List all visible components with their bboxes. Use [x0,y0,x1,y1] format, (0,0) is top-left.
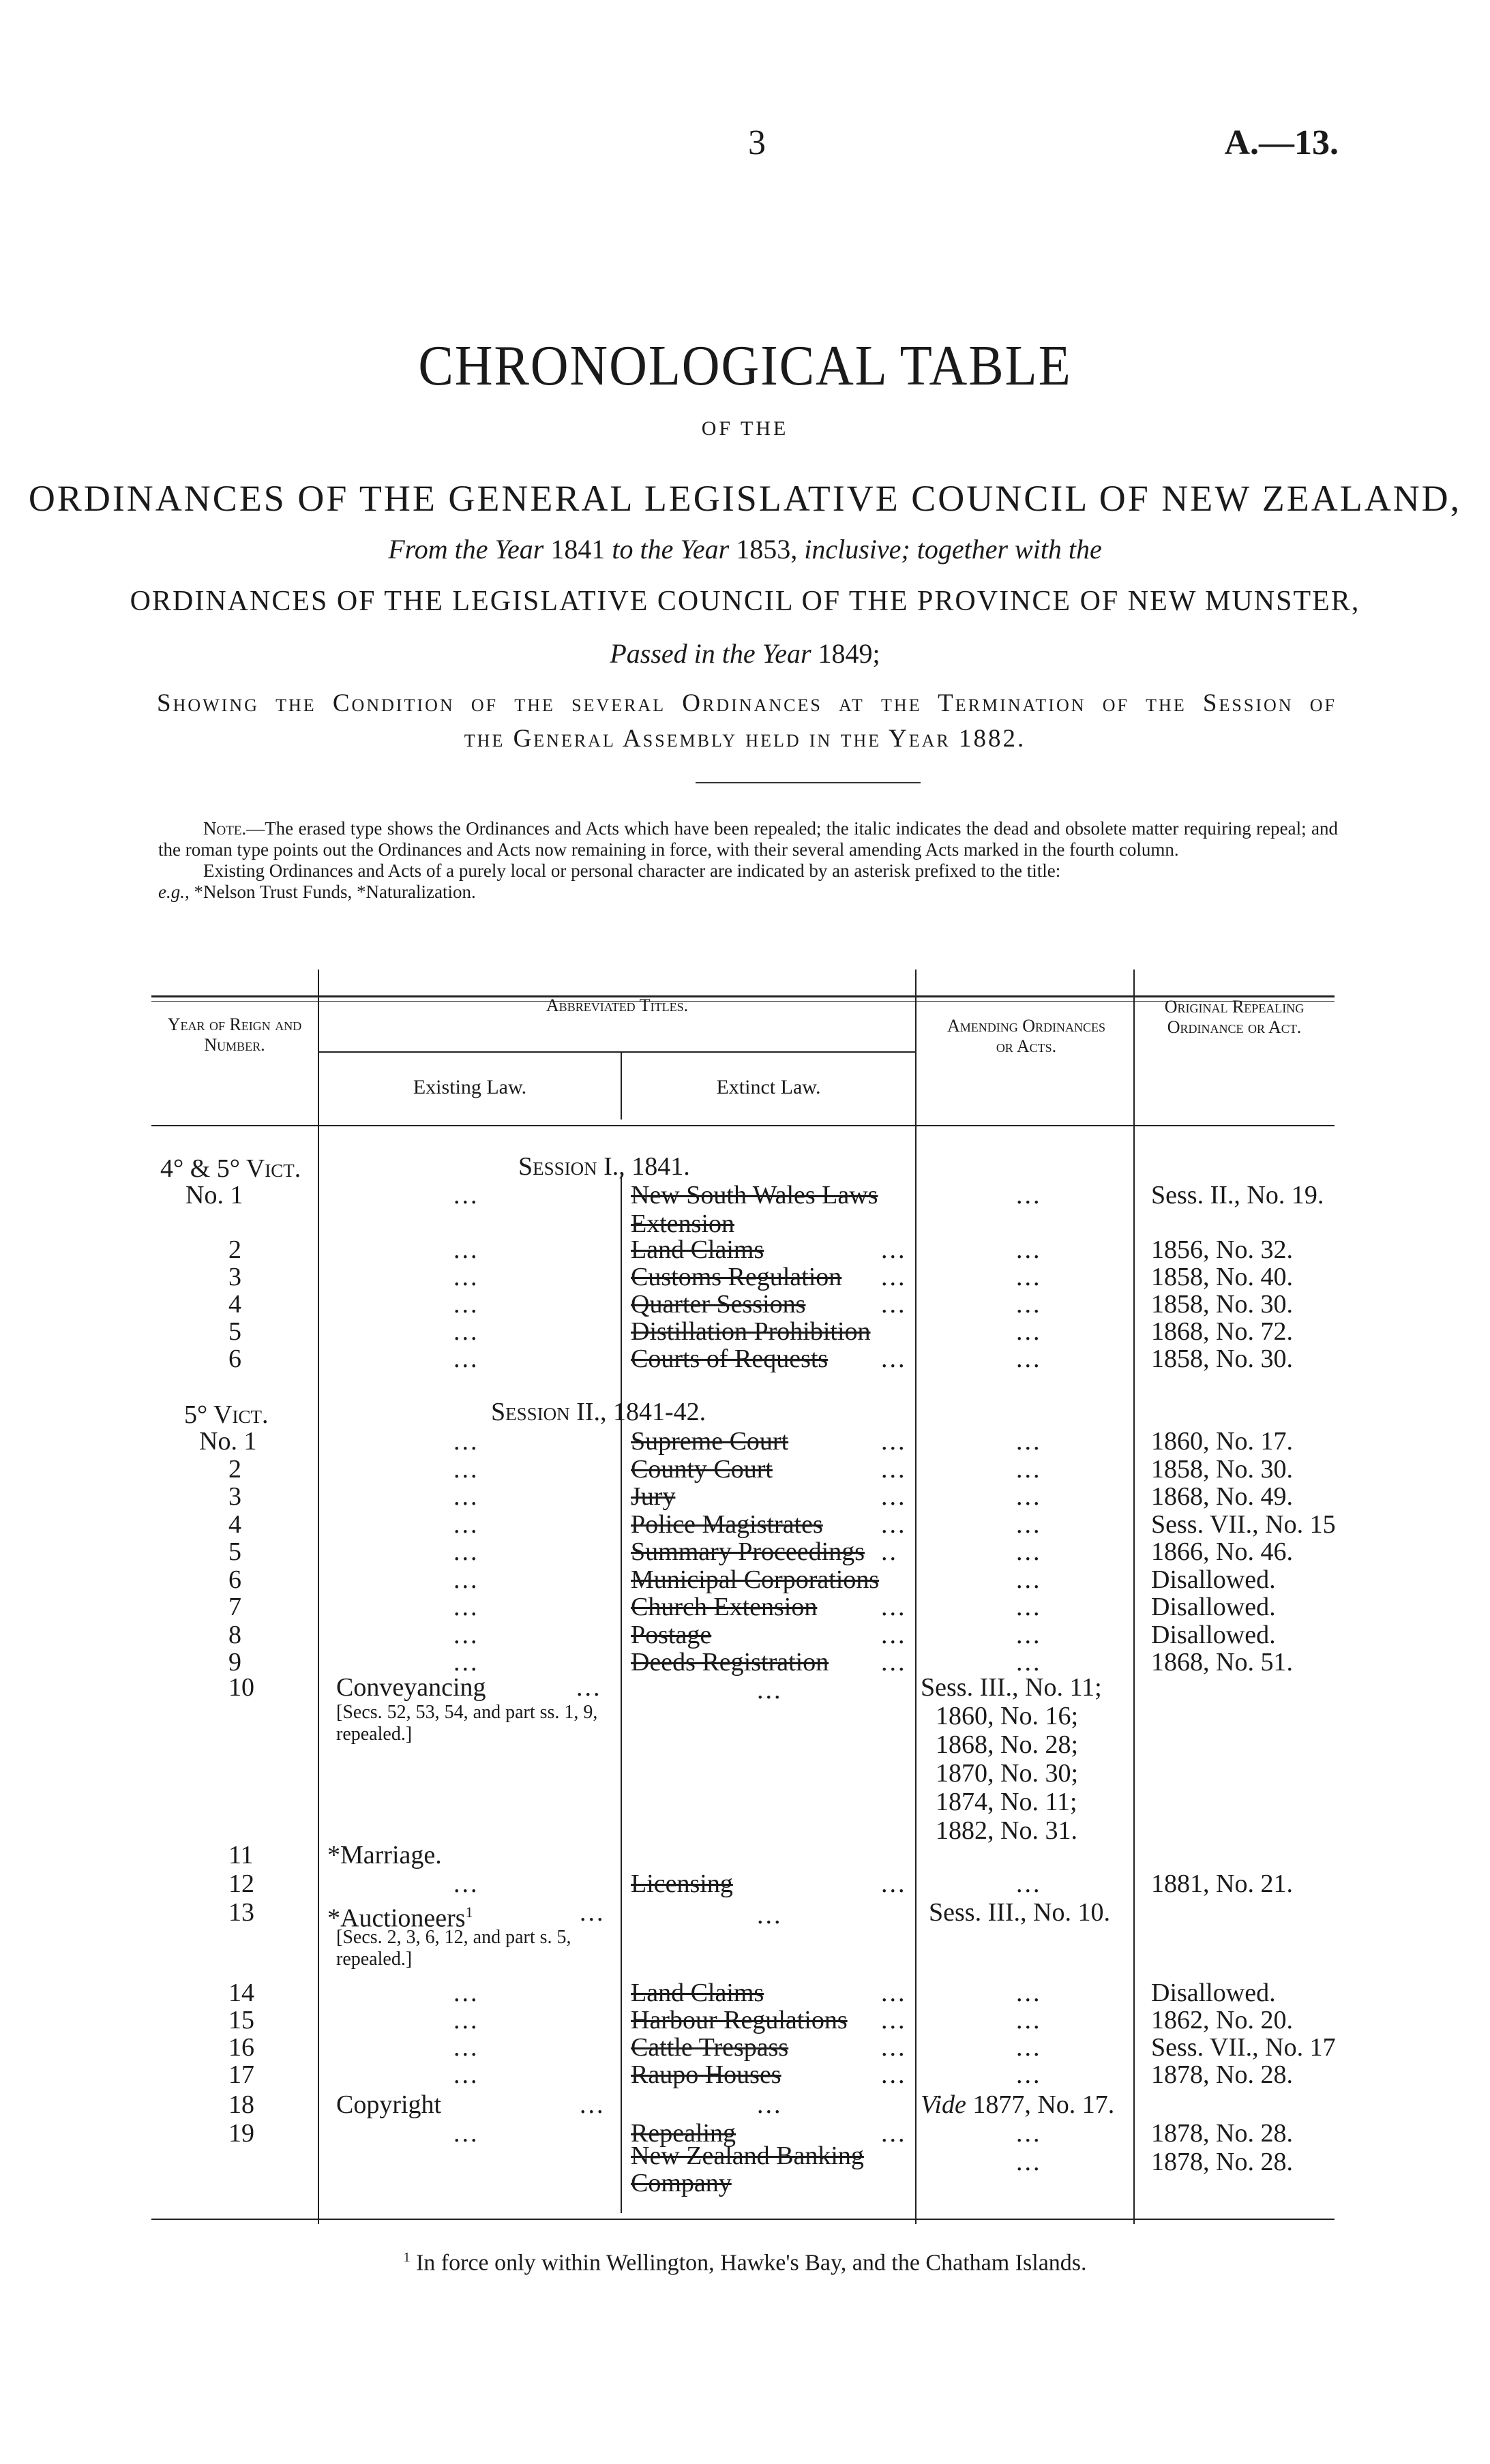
note-eg: e.g., [158,882,190,902]
session-heading: Session I., 1841. [518,1152,690,1181]
header-abbreviated-titles: Abbreviated Titles. [546,995,689,1015]
amending-placeholder: ... [1016,1565,1042,1594]
header-year-of-reign: Year of Reign and Number. [167,1015,302,1055]
extinct-title: Land Claims [631,1235,764,1264]
extinct-title: New Zealand Banking Company [631,2142,864,2197]
note-text-1: —The erased type shows the Ordinances and Acts which have been repealed; the italic indicates the dead and obsolete matter requiring repeal; and the roman type points out the Ordinances and Acts now remaining in force, with their several amending Acts marked in the fourth column. [158,818,1338,860]
footnote-mark: 1 [465,1904,473,1921]
extinct-leader-dots: ... [881,1454,907,1484]
amending-act: 1882, No. 31. [936,1816,1077,1845]
note-example: *Nelson Trust Funds, *Naturalization. [189,882,476,902]
amending-placeholder: ... [1016,1979,1042,2007]
extinct-title: Church Extension [631,1593,818,1621]
row-number: 7 [228,1593,241,1621]
row-number: 6 [228,1565,241,1594]
existing-placeholder: ... [453,1979,479,2007]
amending-placeholder: ... [1016,1509,1042,1539]
existing-placeholder: ... [453,1648,479,1677]
auctioneers-title: *Auctioneers [327,1904,466,1933]
row-number: 2 [228,1454,241,1484]
note-paragraph-2 [158,860,1338,882]
col-divider-2-s2 [621,1406,622,2213]
row-number: 12 [228,1869,254,1898]
extinct-leader-dots: ... [881,1979,907,2007]
existing-placeholder: ... [453,1537,479,1566]
from-year-2: 1853, [729,534,805,565]
repealing-act: 1856, No. 32. [1151,1235,1293,1264]
amending-placeholder: ... [1016,2119,1042,2148]
extinct-title: Licensing [631,1869,733,1898]
extinct-leader-dots: ... [881,1235,907,1264]
sheet-reference: A.—13. [1224,123,1339,162]
extinct-leader-dots: ... [881,1593,907,1621]
col-divider-4 [1133,970,1135,2224]
existing-title: Conveyancing [336,1673,486,1702]
table-bottom-rule [151,2219,1335,2220]
repealing-act: Sess. II., No. 19. [1151,1181,1324,1210]
header-existing-law: Existing Law. [413,1076,527,1098]
existing-leader-dots: ... [580,1898,606,1927]
amending-placeholder: ... [1016,1235,1042,1264]
repealing-act: 1866, No. 46. [1151,1537,1293,1566]
existing-placeholder: ... [453,1482,479,1511]
extinct-title: Cattle Trespass [631,2033,789,2062]
extinct-leader-dots: ... [881,1427,907,1456]
extinct-leader-dots: ... [881,2060,907,2089]
subtitle-passed [0,637,1490,670]
page-title: CHRONOLOGICAL TABLE [418,334,1072,397]
showing-line-1: Showing the Condition of the several Ordinances at the Termination of the Session of [157,689,1337,717]
repealing-act: 1862, No. 20. [1151,2006,1293,2034]
repealing-act: Disallowed. [1151,1620,1276,1649]
amending-act: 1874, No. 11; [936,1788,1077,1816]
row-number: 4 [228,1509,241,1539]
footnote [0,2250,1490,2276]
extinct-title: Land Claims [631,1979,764,2007]
existing-placeholder: ... [453,1593,479,1621]
note-paragraph-3 [158,882,1338,903]
extinct-title: Courts of Requests [631,1344,829,1373]
note-paragraph-1 [158,818,1338,860]
extinct-leader-dots: ... [881,1263,907,1291]
footnote-text: In force only within Wellington, Hawke's Bay, and the Chatham Islands. [410,2250,1087,2276]
existing-placeholder: ... [453,1427,479,1456]
amending-placeholder: ... [1016,2006,1042,2034]
showing-line-2: the General Assembly held in the Year 1882. [464,725,1026,753]
page-number: 3 [748,123,766,162]
repealing-act: 1858, No. 30. [1151,1344,1293,1373]
repealing-act: 1878, No. 28. [1151,2119,1293,2148]
amending-placeholder: ... [1016,1482,1042,1511]
from-text-2: to the Year [612,534,730,565]
amending-placeholder: ... [1016,1317,1042,1346]
amending-placeholder: ... [1016,1263,1042,1291]
note-text-2: Existing Ordinances and Acts of a purely local or personal character are indicated by an asterisk prefixed to the title: [203,860,1061,881]
title-divider [696,782,921,783]
extinct-title: Municipal Corporations [631,1565,880,1594]
from-text-3: inclusive; together with the [804,534,1102,565]
passed-year: 1849; [811,638,880,669]
repealing-act: Disallowed. [1151,1565,1276,1594]
header-extinct-law: Extinct Law. [716,1076,821,1098]
existing-placeholder: ... [453,2119,479,2148]
existing-placeholder: ... [453,1565,479,1594]
existing-placeholder: ... [453,1344,479,1373]
existing-placeholder: ... [453,2033,479,2062]
amending-act: 1870, No. 30; [936,1759,1078,1788]
from-text-1: From the Year [388,534,544,565]
amending-placeholder: ... [1016,2033,1042,2062]
amending-placeholder: ... [1016,1181,1042,1210]
extinct-leader-dots: ... [881,1482,907,1511]
extinct-leader-dots: ... [881,2006,907,2034]
existing-placeholder: ... [453,1263,479,1291]
extinct-title: New South Wales Laws Extension [631,1181,878,1238]
existing-placeholder: ... [453,1509,479,1539]
extinct-title: Raupo Houses [631,2060,781,2089]
amending-act: 1860, No. 16; [936,1702,1078,1730]
row-number: 10 [228,1673,254,1702]
row-number: No. 1 [199,1427,257,1456]
session-heading: Session II., 1841-42. [491,1398,706,1426]
extinct-leader-dots: ... [881,1869,907,1898]
row-number: No. 1 [185,1181,243,1210]
row-number: 11 [228,1841,254,1869]
vide-act: 1877, No. 17. [966,2090,1115,2119]
extinct-title: Customs Regulation [631,1263,842,1291]
row-number: 3 [228,1482,241,1511]
extinct-title: County Court [631,1454,773,1484]
col-divider-3 [915,970,917,2224]
existing-placeholder: ... [453,1290,479,1319]
extinct-title: Postage [631,1620,712,1649]
explanatory-note [158,818,1338,903]
subtitle-year-range [0,533,1490,565]
existing-note: [Secs. 2, 3, 6, 12, and part s. 5, repealed.] [336,1927,571,1970]
repealing-act: 1878, No. 28. [1151,2148,1293,2176]
extinct-leader-dots: ... [881,2119,907,2148]
passed-text: Passed in the Year [610,638,811,669]
from-year-1: 1841 [543,534,612,565]
row-number: 17 [228,2060,254,2089]
extinct-leader-dots: ... [881,1290,907,1319]
extinct-leader-dots: ... [881,1509,907,1539]
extinct-title: Repealing [631,2119,736,2148]
row-number: 5 [228,1317,241,1346]
existing-placeholder: ... [453,1620,479,1649]
amending-placeholder: ... [1016,1593,1042,1621]
header-repealing: Original Repealing Ordinance or Act. [1164,997,1305,1037]
extinct-title: ... [757,1901,783,1929]
repealing-act: Disallowed. [1151,1979,1276,2007]
repealing-act: Sess. VII., No. 17 [1151,2033,1336,2062]
extinct-leader-dots: .. [881,1537,898,1566]
existing-title: *Marriage. [327,1841,442,1869]
extinct-title: ... [757,2090,783,2119]
repealing-act: 1868, No. 49. [1151,1482,1293,1511]
row-number: 15 [228,2006,254,2034]
extinct-leader-dots: ... [881,1648,907,1677]
header-bottom-rule [151,1125,1335,1126]
amending-placeholder: ... [1016,2060,1042,2089]
row-number: 2 [228,1235,241,1264]
row-number: 4 [228,1290,241,1319]
amending-placeholder: ... [1016,1869,1042,1898]
amending-placeholder: ... [1016,1427,1042,1456]
existing-leader-dots: ... [580,2090,606,2119]
repealing-act: 1881, No. 21. [1151,1869,1293,1898]
amending-act: Sess. III., No. 11; [921,1673,1102,1702]
existing-leader-dots: ... [576,1673,602,1702]
repealing-act: Disallowed. [1151,1593,1276,1621]
existing-placeholder: ... [453,1454,479,1484]
repealing-act: 1858, No. 30. [1151,1290,1293,1319]
repealing-act: 1868, No. 51. [1151,1648,1293,1677]
extinct-title: Police Magistrates [631,1509,823,1539]
repealing-act: 1858, No. 30. [1151,1454,1293,1484]
amending-act: Sess. III., No. 10. [929,1898,1110,1927]
repealing-act: Sess. VII., No. 15 [1151,1509,1336,1539]
subtitle-province: ORDINANCES OF THE LEGISLATIVE COUNCIL OF THE PROVINCE OF NEW MUNSTER, [130,586,1360,617]
row-number: 3 [228,1263,241,1291]
vide-label: Vide [921,2090,966,2119]
extinct-title: Deeds Registration [631,1648,829,1677]
col-divider-1 [318,970,319,2224]
extinct-title: Jury [631,1482,676,1511]
row-number: 14 [228,1979,254,2007]
amending-placeholder: ... [1016,1344,1042,1373]
extinct-leader-dots: ... [881,1620,907,1649]
amending-act [921,2090,1114,2119]
existing-note: [Secs. 52, 53, 54, and part ss. 1, 9, repealed.] [336,1702,598,1745]
extinct-title: Supreme Court [631,1427,789,1456]
existing-placeholder: ... [453,2006,479,2034]
amending-placeholder: ... [1016,2148,1042,2176]
amending-placeholder: ... [1016,1648,1042,1677]
amending-placeholder: ... [1016,1454,1042,1484]
row-number: 6 [228,1344,241,1373]
row-number: 16 [228,2033,254,2062]
header-amending: Amending Ordinances or Acts. [947,1016,1106,1056]
row-number: 19 [228,2119,254,2148]
repealing-act: 1860, No. 17. [1151,1427,1293,1456]
row-number: 13 [228,1898,254,1927]
extinct-title: ... [757,1676,783,1704]
reign-label: 4° & 5° Vict. [160,1154,301,1183]
subtitle-of-the: OF THE [701,417,789,440]
extinct-leader-dots: ... [881,1344,907,1373]
row-number: 8 [228,1620,241,1649]
repealing-act: 1878, No. 28. [1151,2060,1293,2089]
existing-placeholder: ... [453,1235,479,1264]
note-lead: Note. [203,818,247,839]
existing-placeholder: ... [453,2060,479,2089]
extinct-title: Summary Proceedings [631,1537,865,1566]
repealing-act: 1868, No. 72. [1151,1317,1293,1346]
row-number: 18 [228,2090,254,2119]
existing-placeholder: ... [453,1317,479,1346]
row-number: 9 [228,1648,241,1677]
existing-title: Copyright [336,2090,442,2119]
amending-placeholder: ... [1016,1537,1042,1566]
amending-placeholder: ... [1016,1290,1042,1319]
extinct-title: Distillation Prohibition [631,1317,871,1346]
existing-placeholder: ... [453,1181,479,1210]
extinct-title: Quarter Sessions [631,1290,806,1319]
amending-placeholder: ... [1016,1620,1042,1649]
subtitle-ordinances: ORDINANCES OF THE GENERAL LEGISLATIVE COUNCIL OF NEW ZEALAND, [28,478,1462,519]
amending-act: 1868, No. 28; [936,1730,1078,1759]
footnote-mark: 1 [403,2250,411,2265]
extinct-leader-dots: ... [881,2033,907,2062]
titles-subheader-rule [319,1051,915,1053]
existing-placeholder: ... [453,1869,479,1898]
reign-label: 5° Vict. [184,1400,269,1429]
row-number: 5 [228,1537,241,1566]
extinct-title: Harbour Regulations [631,2006,848,2034]
repealing-act: 1858, No. 40. [1151,1263,1293,1291]
